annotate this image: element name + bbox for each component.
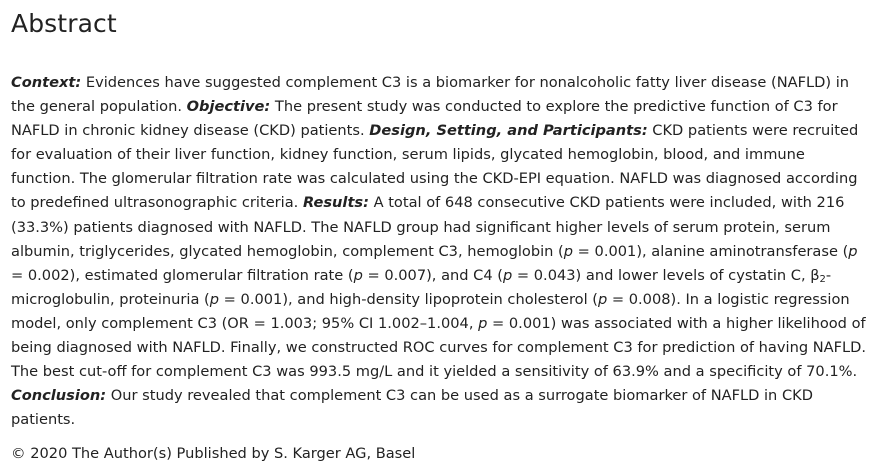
design-label: Design, Setting, and Participants: <box>369 122 648 140</box>
p-value-symbol: p <box>478 314 488 332</box>
p-value-symbol: p <box>209 290 220 308</box>
results-text: = 0.043) and lower levels of cystatin C, β <box>512 266 820 284</box>
p-value-symbol: p <box>503 266 513 284</box>
results-text: = 0.001) was associated with a higher likelihood of being diagnosed with NAFLD. Finally, we constructed ROC curves for complement C3 for prediction of having NAFLD. The best cut-off for complement C3 was 993.5 mg/L and it yielded a sensitivity of 63.9% and a specificity of 70.1%. <box>11 314 867 381</box>
results-text: A total of 648 consecutive CKD patients were included, with 216 (33.3%) patients diagnosed with NAFLD. The NAFLD group had significant higher levels of serum protein, serum albumin, triglycerides, glycated hemoglobin, complement C3, hemoglobin ( <box>11 194 845 260</box>
p-value-symbol: p <box>848 242 858 260</box>
results-text: = 0.001), alanine aminotransferase ( <box>573 242 849 260</box>
conclusion-text: Our study revealed that complement C3 can be used as a surrogate biomarker of NAFLD in CKD patients. <box>11 387 813 429</box>
abstract-body <box>11 71 873 432</box>
objective-label: Objective: <box>186 98 271 116</box>
results-label: Results: <box>302 194 369 212</box>
objective-text: The present study was conducted to explore the predictive function of C3 for NAFLD in chronic kidney disease (CKD) patients. <box>11 98 838 140</box>
p-value-symbol: p <box>353 266 363 284</box>
abstract-heading: Abstract <box>11 9 117 38</box>
p-value-symbol: p <box>597 290 608 308</box>
copyright-notice: © 2020 The Author(s) Published by S. Karger AG, Basel <box>11 445 416 463</box>
results-text: -microglobulin, proteinuria ( <box>11 266 832 308</box>
results-text: = 0.001), and high-density lipoprotein cholesterol ( <box>219 290 598 308</box>
conclusion-label: Conclusion: <box>11 387 107 405</box>
results-text: = 0.002), estimated glomerular filtration rate ( <box>11 266 354 284</box>
design-text: CKD patients were recruited for evaluation of their liver function, kidney function, serum lipids, glycated hemoglobin, blood, and immune function. The glomerular filtration rate was calculated using the CKD-EPI equation. NAFLD was diagnosed according to predefined ultrasonographic criteria. <box>11 122 859 212</box>
context-label: Context: <box>11 74 82 91</box>
subscript: 2 <box>819 273 826 285</box>
context-text: Evidences have suggested complement C3 is a biomarker for nonalcoholic fatty liver disease (NAFLD) in the general population. <box>11 74 850 116</box>
p-value-symbol: p <box>563 242 574 260</box>
results-text: = 0.008). In a logistic regression model, only complement C3 (OR = 1.003; 95% CI 1.002–1.004, <box>11 290 850 332</box>
results-text: = 0.007), and C4 ( <box>362 266 503 284</box>
